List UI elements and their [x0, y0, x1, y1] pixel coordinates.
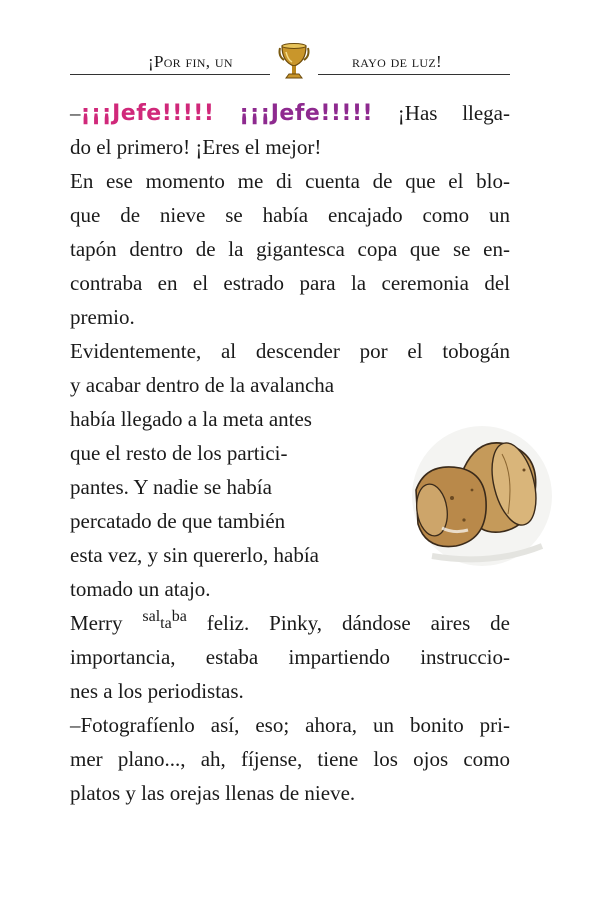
text-line: [70, 96, 510, 130]
text-line: pantes. Y nadie se había: [70, 475, 272, 499]
word-ba: ba: [171, 608, 187, 625]
text-line: mer plano..., ah, fíjense, tiene los ojos como: [70, 747, 510, 771]
word-sal: sal: [142, 608, 161, 625]
text-segment: Merry: [70, 611, 123, 635]
text-line: Evidentemente, al descender por el tobogán: [70, 339, 510, 363]
trophy-cup-icon: [270, 38, 318, 86]
text-line: do el primero! ¡Eres el mejor!: [70, 135, 322, 159]
header-title-right: rayo de luz!: [352, 52, 442, 71]
text-segment: feliz. Pinky, dándose aires de: [206, 611, 510, 635]
text-line: contraba en el estrado para la ceremonia del: [70, 271, 510, 295]
text-line: que el resto de los partici-: [70, 441, 288, 465]
text-line: platos y las orejas llenas de nieve.: [70, 781, 356, 805]
text-line: y acabar dentro de la avalancha: [70, 373, 335, 397]
dash: –: [70, 101, 81, 125]
shout-jefe-1: ¡¡¡Jefe!!!!!: [80, 101, 215, 126]
text-line: importancia, estaba impartiendo instruccio-: [70, 645, 510, 669]
cork-stoppers-icon: [402, 406, 552, 566]
text-line: percatado de que también: [70, 509, 286, 533]
text-line: que de nieve se había encajado como un: [70, 203, 510, 227]
text-line: –Fotografíenlo así, eso; ahora, un bonito pri-: [70, 713, 510, 737]
text-line: premio.: [70, 305, 135, 329]
page-header: [70, 38, 510, 88]
text-segment: ¡Has llega-: [397, 101, 510, 125]
text-line: [70, 606, 510, 640]
text-line: tomado un atajo.: [70, 577, 211, 601]
word-ta: ta: [160, 615, 172, 632]
text-line: nes a los periodistas.: [70, 679, 244, 703]
text-line: había llegado a la meta antes: [70, 407, 312, 431]
header-rule-left: [70, 74, 270, 75]
header-rule-right: [318, 74, 510, 75]
header-title-left: ¡Por fin, un: [148, 52, 233, 71]
text-line: tapón dentro de la gigantesca copa que se en-: [70, 237, 510, 261]
shout-jefe-2: ¡¡¡Jefe!!!!!: [239, 101, 374, 126]
text-line: En ese momento me di cuenta de que el blo-: [70, 169, 510, 193]
text-line: esta vez, y sin quererlo, había: [70, 543, 319, 567]
